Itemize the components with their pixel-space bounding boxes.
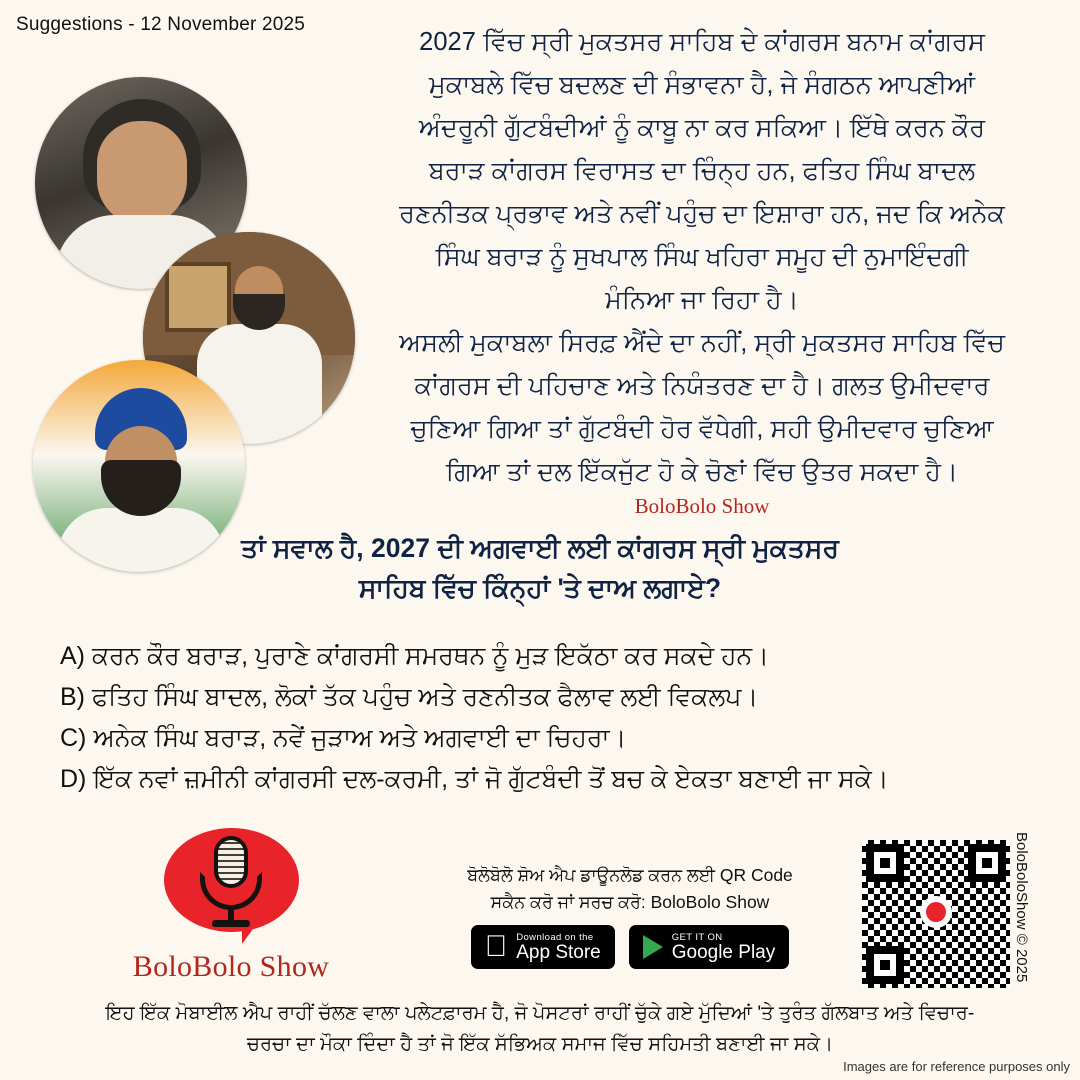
article-line: ਰਣਨੀਤਕ ਪ੍ਰਭਾਵ ਅਤੇ ਨਵੀਂ ਪਹੁੰਚ ਦਾ ਇਸ਼ਾਰਾ ਹਨ, ਜਦ ਕਿ ਅਨੇਕ <box>399 200 1005 228</box>
brand-logo <box>116 828 346 984</box>
microphone-icon <box>164 828 299 946</box>
article-line: ਸਿੰਘ ਬਰਾੜ ਨੂੰ ਸੁਖਪਾਲ ਸਿੰਘ ਖਹਿਰਾ ਸਮੂਹ ਦੀ ਨੁਮਾਇੰਦਗੀ <box>435 243 969 271</box>
article-line: ਕਾਂਗਰਸ ਦੀ ਪਹਿਚਾਣ ਅਤੇ ਨਿਯੰਤਰਣ ਦਾ ਹੈ। ਗਲਤ ਉਮੀਦਵਾਰ <box>414 372 990 400</box>
article-line: ਮੁਕਾਬਲੇ ਵਿੱਚ ਬਦਲਣ ਦੀ ਸੰਭਾਵਨਾ ਹੈ, ਜੇ ਸੰਗਠਨ ਆਪਣੀਆਂ <box>428 71 976 99</box>
qr-instructions <box>420 862 840 916</box>
poll-option-c[interactable]: C) ਅਨੇਕ ਸਿੰਘ ਬਰਾੜ, ਨਵੇਂ ਜੁੜਾਅ ਅਤੇ ਅਗਵਾਈ ਦਾ ਚਿਹਰਾ। <box>60 724 627 752</box>
poll-question <box>60 528 1020 608</box>
apple-icon <box>485 932 508 962</box>
qr-code[interactable] <box>862 840 1010 988</box>
qr-instruction-line-1: ਬੋਲੋਬੋਲੋ ਸ਼ੋਅ ਐਪ ਡਾਊਨਲੋਡ ਕਰਨ ਲਈ QR Code <box>467 865 793 885</box>
article-line: ਗਿਆ ਤਾਂ ਦਲ ਇੱਕਜੁੱਟ ਹੋ ਕੇ ਚੋਣਾਂ ਵਿੱਚ ਉਤਰ ਸਕਦਾ ਹੈ। <box>445 458 959 486</box>
reference-note: Images are for reference purposes only <box>843 1059 1070 1074</box>
google-play-icon <box>643 935 663 959</box>
qr-instruction-line-2: ਸਕੈਨ ਕਰੋ ਜਾਂ ਸਰਚ ਕਰੋ: BoloBolo Show <box>490 892 770 912</box>
store-badges <box>420 925 840 969</box>
poll-options <box>60 637 1040 801</box>
footer-description <box>58 998 1022 1060</box>
brand-name: BoloBolo Show <box>132 950 330 983</box>
article-line: ਮੰਨਿਆ ਜਾ ਰਿਹਾ ਹੈ। <box>605 286 799 314</box>
google-play-badge[interactable] <box>629 925 790 969</box>
footer-line: ਚਰਚਾ ਦਾ ਮੌਕਾ ਦਿੰਦਾ ਹੈ ਤਾਂ ਜੋ ਇੱਕ ਸੱਭਿਅਕ ਸਮਾਜ ਵਿੱਚ ਸਹਿਮਤੀ ਬਣਾਈ ਜਾ ਸਕੇ। <box>246 1033 834 1055</box>
google-play-badge-small: GET IT ON <box>660 931 712 943</box>
article-line: ਚੁਣਿਆ ਗਿਆ ਤਾਂ ਗੁੱਟਬੰਦੀ ਹੋਰ ਵੱਧੇਗੀ, ਸਹੀ ਉਮੀਦਵਾਰ ਚੁਣਿਆ <box>410 415 994 443</box>
google-play-badge-big: Google Play <box>660 941 764 963</box>
poll-option-a[interactable]: A) ਕਰਨ ਕੌਰ ਬਰਾੜ, ਪੁਰਾਣੇ ਕਾਂਗਰਸੀ ਸਮਰਥਨ ਨੂੰ ਮੁੜ ਇਕੱਠਾ ਕਰ ਸਕਦੇ ਹਨ। <box>60 642 769 670</box>
page-title: Suggestions - 12 November 2025 <box>16 14 306 35</box>
app-store-badge[interactable] <box>471 925 615 969</box>
poll-option-b[interactable]: B) ਫਤਿਹ ਸਿੰਘ ਬਾਦਲ, ਲੋਕਾਂ ਤੱਕ ਪਹੁੰਚ ਅਤੇ ਰਣਨੀਤਕ ਫੈਲਾਵ ਲਈ ਵਿਕਲਪ। <box>60 683 759 711</box>
copyright-label: BoloBoloShow © 2025 <box>1013 832 1030 983</box>
article-line: ਬਰਾੜ ਕਾਂਗਰਸ ਵਿਰਾਸਤ ਦਾ ਚਿੰਨ੍ਹ ਹਨ, ਫਤਿਹ ਸਿੰਘ ਬਾਦਲ <box>428 157 976 185</box>
app-store-badge-big: App Store <box>504 941 590 963</box>
qr-eye-top-left <box>866 844 904 882</box>
qr-eye-bottom-left <box>866 946 904 984</box>
article-line: 2027 ਵਿੱਚ ਸ੍ਰੀ ਮੁਕਤਸਰ ਸਾਹਿਬ ਦੇ ਕਾਂਗਰਸ ਬਨਾਮ ਕਾਂਗਰਸ <box>419 28 985 56</box>
article-text <box>352 22 1052 493</box>
qr-center-logo <box>920 896 952 928</box>
inline-brand-name: BoloBolo Show <box>634 494 770 518</box>
app-store-badge-small: Download on the <box>504 931 583 943</box>
question-line: ਤਾਂ ਸਵਾਲ ਹੈ, 2027 ਦੀ ਅਗਵਾਈ ਲਈ ਕਾਂਗਰਸ ਸ੍ਰੀ ਮੁਕਤਸਰ <box>241 533 839 563</box>
question-line: ਸਾਹਿਬ ਵਿੱਚ ਕਿੰਨ੍ਹਾਂ 'ਤੇ ਦਾਅ ਲਗਾਏ? <box>358 573 722 603</box>
article-line: ਅੰਦਰੂਨੀ ਗੁੱਟਬੰਦੀਆਂ ਨੂੰ ਕਾਬੂ ਨਾ ਕਰ ਸਕਿਆ। ਇੱਥੇ ਕਰਨ ਕੌਰ <box>418 114 986 142</box>
poll-option-d[interactable]: D) ਇੱਕ ਨਵਾਂ ਜ਼ਮੀਨੀ ਕਾਂਗਰਸੀ ਦਲ-ਕਰਮੀ, ਤਾਂ ਜੋ ਗੁੱਟਬੰਦੀ ਤੋਂ ਬਚ ਕੇ ਏਕਤਾ ਬਣਾਈ ਜਾ ਸਕੇ। <box>60 765 889 793</box>
footer-line: ਇਹ ਇੱਕ ਮੋਬਾਈਲ ਐਪ ਰਾਹੀਂ ਚੱਲਣ ਵਾਲਾ ਪਲੇਟਫ਼ਾਰਮ ਹੈ, ਜੋ ਪੋਸਟਰਾਂ ਰਾਹੀਂ ਚੁੱਕੇ ਗਏ ਮੁੱਦਿਆਂ 'ਤੇ ਤੁਰੰਤ ਗੱਲਬਾਤ ਅਤੇ ਵਿਚਾਰ- <box>105 1002 975 1024</box>
qr-eye-top-right <box>968 844 1006 882</box>
article-line: ਅਸਲੀ ਮੁਕਾਬਲਾ ਸਿਰਫ਼ ਐਂਦੇ ਦਾ ਨਹੀਂ, ਸ੍ਰੀ ਮੁਕਤਸਰ ਸਾਹਿਬ ਵਿੱਚ <box>399 329 1005 357</box>
